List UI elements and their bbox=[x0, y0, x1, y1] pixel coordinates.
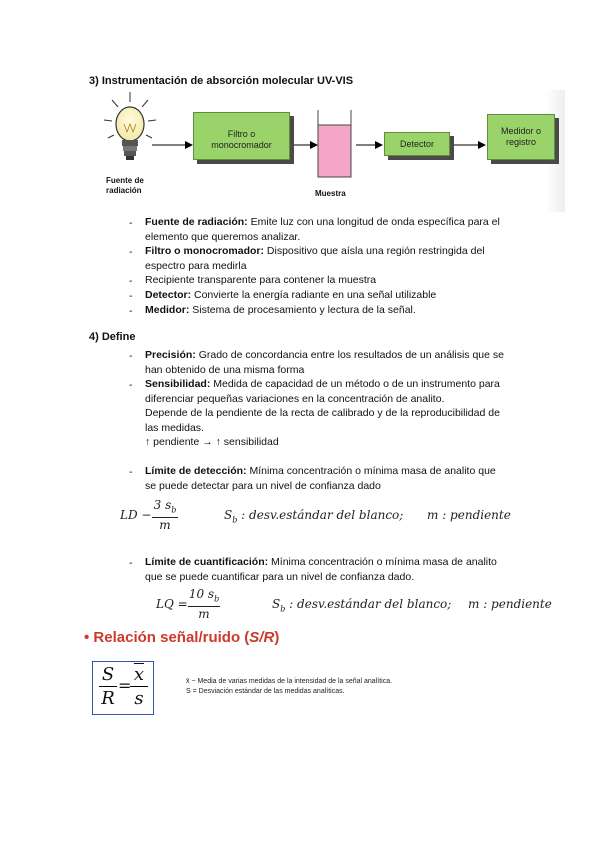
item-fuente bbox=[145, 215, 565, 244]
detector-box bbox=[384, 132, 450, 156]
item-text: Sistema de procesamiento y lectura de la señal. bbox=[189, 304, 416, 316]
snr-S: S bbox=[99, 664, 117, 687]
detector-label: Detector bbox=[399, 139, 434, 149]
lq-num: 10 s bbox=[188, 587, 215, 601]
item-term: Límite de detección: bbox=[145, 465, 247, 477]
filter-label: Filtro o monocromador bbox=[211, 129, 272, 150]
item-precision bbox=[145, 348, 565, 377]
item-text: Mínima concentración o mínima masa de analito que bbox=[246, 465, 496, 477]
item-cont: Depende de la pendiente de la recta de calibrado y de la reproducibilidad de bbox=[145, 407, 500, 419]
item-term: Filtro o monocromador: bbox=[145, 245, 264, 257]
lq-sb-desc: : desv.estándar del blanco; bbox=[285, 597, 452, 611]
bullet-dash: - bbox=[129, 290, 133, 302]
item-text: Convierte la energía radiante en una señal utilizable bbox=[191, 289, 437, 301]
lq-den: m bbox=[198, 607, 210, 622]
item-text: Medida de capacidad de un método o de un instrumento para bbox=[210, 378, 500, 390]
lq-fraction bbox=[188, 587, 220, 621]
bullet-dash: - bbox=[129, 557, 133, 569]
item-detector bbox=[145, 288, 565, 303]
snr-eq: = bbox=[118, 676, 132, 695]
meter-label: Medidor o registro bbox=[500, 126, 542, 147]
ld-den: m bbox=[159, 518, 171, 533]
item-cont: ↑ pendiente → ↑ sensibilidad bbox=[145, 436, 279, 448]
uv-vis-diagram bbox=[100, 90, 565, 212]
lq-legend bbox=[272, 597, 451, 613]
item-cont: elemento que queremos analizar. bbox=[145, 230, 301, 243]
snr-R: R bbox=[101, 688, 115, 709]
item-cont: han obtenido de una misma forma bbox=[145, 363, 305, 376]
item-cont: espectro para medirla bbox=[145, 259, 247, 272]
item-term: Sensibilidad: bbox=[145, 378, 211, 390]
section-3-title: 3) Instrumentación de absorción molecular UV-VIS bbox=[89, 75, 354, 87]
item-text: Recipiente transparente para contener la muestra bbox=[145, 274, 377, 286]
item-limite-cuantificacion bbox=[145, 555, 565, 584]
bullet-dash: - bbox=[129, 305, 133, 317]
ld-sb-sub: b bbox=[232, 515, 238, 525]
bullet-dash: - bbox=[129, 275, 133, 287]
item-text: Mínima concentración o mínima masa de analito bbox=[268, 556, 497, 568]
ld-fraction bbox=[152, 498, 178, 532]
item-text: Dispositivo que aísla una región restringida del bbox=[264, 245, 485, 257]
lq-num-sub: b bbox=[214, 594, 220, 604]
meter-box bbox=[487, 114, 555, 160]
cuvette-icon bbox=[318, 110, 351, 177]
ld-sb-desc: : desv.estándar del blanco; bbox=[237, 508, 404, 522]
light-bulb-icon bbox=[104, 92, 156, 160]
item-term: Límite de cuantificación: bbox=[145, 556, 269, 568]
bullet-dash: - bbox=[129, 217, 133, 229]
snr-title bbox=[84, 629, 279, 646]
snr-title-prefix: • Relación señal/ruido ( bbox=[84, 629, 250, 646]
item-text: Grado de concordancia entre los resultados de un análisis que se bbox=[195, 349, 504, 361]
item-recipiente bbox=[145, 273, 565, 288]
item-sensibilidad bbox=[145, 377, 565, 450]
bullet-dash: - bbox=[129, 379, 133, 391]
snr-title-italic: S/R bbox=[249, 629, 275, 646]
item-medidor bbox=[145, 303, 565, 318]
lq-sb-sub: b bbox=[280, 604, 286, 614]
item-filtro bbox=[145, 244, 565, 273]
snr-s: s bbox=[134, 688, 144, 709]
item-term: Medidor: bbox=[145, 304, 190, 316]
item-cont: diferenciar pequeñas variaciones en la concentración de analito. bbox=[145, 392, 445, 405]
ld-sb: S bbox=[224, 508, 233, 522]
item-term: Fuente de radiación: bbox=[145, 216, 248, 228]
sample-label: Muestra bbox=[315, 189, 346, 198]
filter-box bbox=[193, 112, 290, 160]
bullet-dash: - bbox=[129, 350, 133, 362]
ld-num: 3 s bbox=[153, 498, 172, 512]
source-label: Fuente de radiación bbox=[106, 176, 144, 195]
bullet-dash: - bbox=[129, 466, 133, 478]
bullet-dash: - bbox=[129, 246, 133, 258]
ld-lhs: LD − bbox=[120, 508, 152, 522]
item-text: Emite luz con una longitud de onda específica para el bbox=[247, 216, 500, 228]
lq-m-desc: m : pendiente bbox=[468, 597, 552, 611]
snr-xbar: $\overline{x}$ bbox=[130, 664, 148, 687]
section-4-title: 4) Define bbox=[89, 331, 136, 343]
ld-num-sub: b bbox=[171, 505, 177, 515]
item-cont: se puede detectar para un nivel de confianza dado bbox=[145, 479, 381, 492]
snr-title-suffix: ) bbox=[274, 629, 280, 646]
item-term: Detector: bbox=[145, 289, 192, 301]
item-limite-deteccion bbox=[145, 464, 565, 493]
snr-formula-box bbox=[92, 661, 154, 715]
ld-m-desc: m : pendiente bbox=[427, 508, 511, 522]
lq-sb: S bbox=[272, 597, 281, 611]
item-term: Precisión: bbox=[145, 349, 196, 361]
snr-note-1: x̄ − Media de varias medidas de la intensidad de la señal analítica. bbox=[186, 678, 393, 685]
ld-legend bbox=[224, 508, 403, 524]
snr-note-2: S = Desviación estándar de las medidas analíticas. bbox=[186, 688, 345, 695]
item-cont: las medidas. bbox=[145, 421, 204, 434]
item-cont: que se puede cuantificar para un nivel de confianza dado. bbox=[145, 570, 415, 583]
lq-lhs: LQ = bbox=[156, 597, 188, 611]
